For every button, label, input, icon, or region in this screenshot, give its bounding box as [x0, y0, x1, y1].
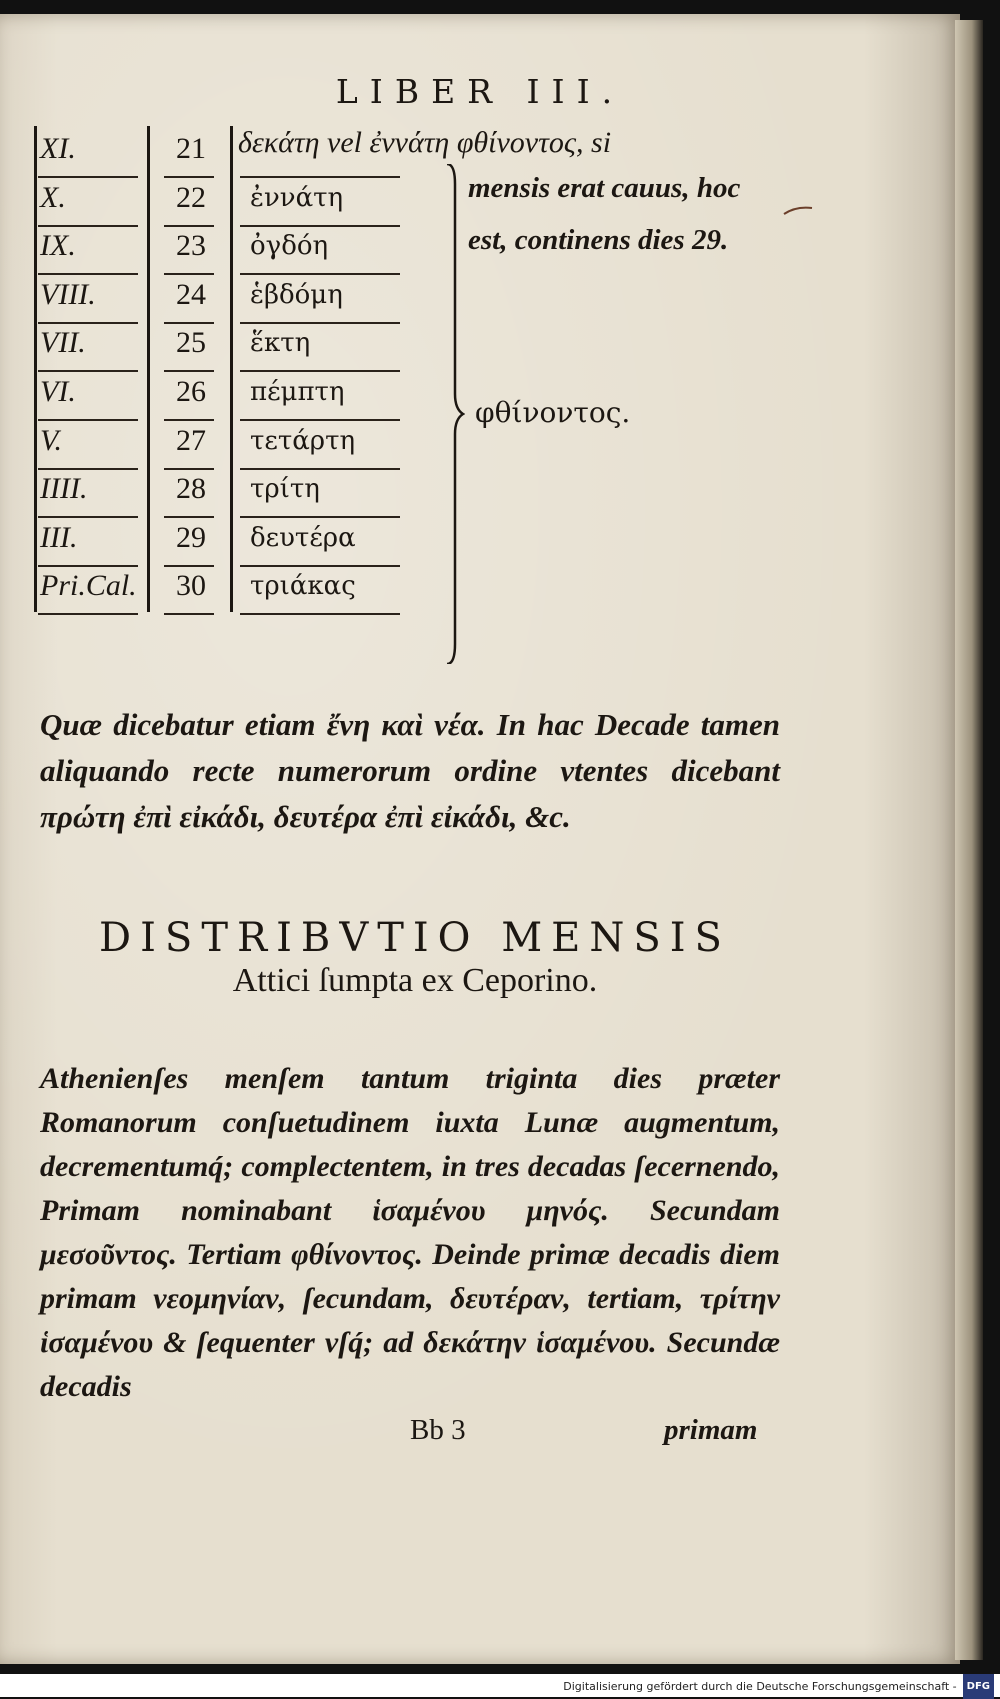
table-row: [34, 272, 454, 324]
page-edge: [955, 20, 983, 1660]
table-first-note: δεκάτη vel ἐννάτη φθίνοντος, si: [238, 126, 612, 159]
table-row: [34, 320, 454, 372]
greek-name-cell: τριάκας: [250, 571, 356, 602]
roman-day-cell: VII.: [40, 326, 86, 360]
day-number-cell: 27: [176, 423, 206, 457]
day-number-cell: 29: [176, 520, 206, 554]
roman-day-cell: IIII.: [40, 472, 88, 506]
section-subheading: Attici ſumpta ex Ceporino.: [232, 962, 598, 999]
day-number-cell: 21: [176, 132, 206, 165]
greek-name-cell: τρίτη: [250, 474, 320, 505]
cell-rule: [164, 613, 214, 615]
roman-day-cell: V.: [40, 423, 62, 457]
day-number-cell: 26: [176, 375, 206, 408]
day-number-cell: 30: [176, 569, 206, 603]
roman-day-cell: X.: [40, 180, 66, 214]
footer-bar: [0, 1674, 1000, 1697]
table-row: [34, 466, 454, 518]
roman-day-cell: VI.: [40, 375, 76, 408]
footer-text: Digitalisierung gefördert durch die Deutsche Forschungsgemeinschaft -: [563, 1679, 957, 1693]
roman-day-cell: XI.: [40, 132, 76, 165]
day-number-cell: 24: [176, 277, 206, 311]
roman-day-cell: Pri.Cal.: [40, 569, 137, 603]
table-row: [34, 175, 454, 227]
note-line: mensis erat cauus, hoc: [468, 172, 741, 204]
calendar-table: [34, 126, 464, 664]
section-heading: DISTRIBVTIO MENSIS: [99, 915, 731, 961]
table-row: [34, 515, 454, 567]
running-head: LIBER III.: [335, 72, 625, 111]
greek-name-cell: δευτέρα: [250, 522, 356, 553]
roman-day-cell: VIII.: [40, 277, 96, 311]
book-page: [0, 14, 960, 1664]
table-row: [34, 418, 454, 470]
table-row: [34, 223, 454, 275]
signature-mark: Bb 3: [410, 1414, 466, 1446]
table-row: [34, 563, 454, 615]
day-number-cell: 25: [176, 326, 206, 360]
greek-name-cell: ἐννάτη: [250, 182, 344, 213]
note-line: est, continens dies 29.: [468, 224, 729, 256]
greek-name-cell: πέμπτη: [250, 377, 345, 407]
table-note: [468, 162, 740, 266]
greek-name-cell: τετάρτη: [250, 425, 356, 456]
day-number-cell: 22: [176, 180, 206, 214]
day-number-cell: 23: [176, 229, 206, 263]
greek-name-cell: ἕκτη: [250, 328, 311, 359]
roman-day-cell: III.: [40, 520, 78, 554]
roman-day-cell: IX.: [40, 229, 76, 263]
dfg-logo: DFG: [963, 1674, 994, 1699]
paragraph-decade-note: Quæ dicebatur etiam ἔνη καὶ νέα. In hac Decade tamen aliquando recte numerorum ordine vtentes dicebant πρώτη ἐπὶ εἰκάδι, δευτέρα ἐπὶ εἰκάδι, &c.: [40, 707, 780, 834]
bracket-label: φθίνοντος.: [475, 396, 631, 429]
catchword: primam: [664, 1414, 758, 1446]
table-row: [34, 369, 454, 421]
greek-name-cell: ἑβδόμη: [250, 279, 343, 310]
pencil-mark-icon: [782, 204, 814, 218]
day-number-cell: 28: [176, 472, 206, 506]
paragraph-distribution: Athenienſes menſem tantum triginta dies præter Romanorum conſuetudinem iuxta Lunæ augmentum, decrementumq́; complectentem, in tres decadas ſecernendo, Primam nominabant ἱσαμένου μηνός. Secundam μεσοῦντος. Tertiam φθίνοντος. Deinde primæ decadis diem primam νεομηνίαν, ſecundam, δευτέραν, tertiam, τρίτην ἱσαμένου & ſequenter vſq́; ad δεκάτην ἱσαμένου. Secundæ decadis: [40, 1062, 780, 1403]
cell-rule: [38, 613, 138, 615]
curly-bracket-icon: [445, 164, 465, 664]
cell-rule: [240, 613, 400, 615]
greek-name-cell: ὀγδόη: [250, 231, 329, 262]
